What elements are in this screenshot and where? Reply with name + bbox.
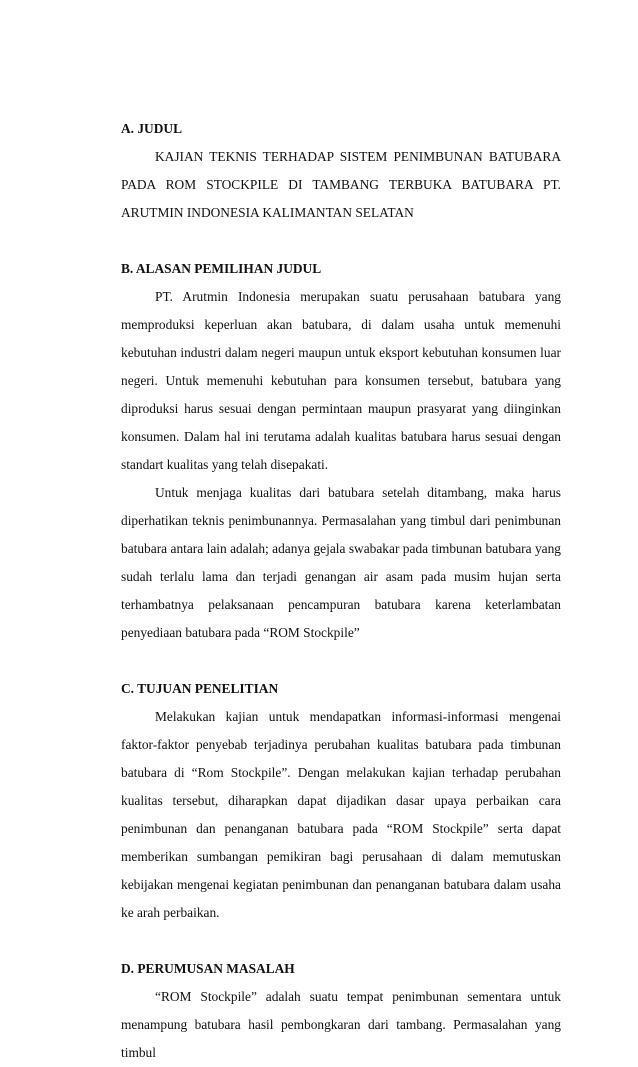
section-judul (121, 115, 561, 227)
paragraph: “ROM Stockpile” adalah suatu tempat penimbunan sementara untuk menampung batubara hasil pembongkaran dari tambang. Permasalahan yang timbul (121, 989, 561, 1060)
paragraph: Untuk menjaga kualitas dari batubara setelah ditambang, maka harus diperhatikan teknis penimbunannya. Permasalahan yang timbul dari penimbunan batubara antara lain adalah; adanya gejala swabakar pada timbunan batubara yang sudah terlalu lama dan terjadi genangan air asam pada musim hujan serta terhambatnya pelaksanaan pencampuran batubara karena keterlambatan penyediaan batubara pada “ROM Stockpile” (121, 485, 561, 640)
section-perumusan-masalah (121, 955, 561, 1067)
section-heading: C. TUJUAN PENELITIAN (121, 681, 279, 696)
paragraph: KAJIAN TEKNIS TERHADAP SISTEM PENIMBUNAN BATUBARA PADA ROM STOCKPILE DI TAMBANG TERBUKA BATUBARA PT. ARUTMIN INDONESIA KALIMANTAN SELATAN (121, 149, 561, 220)
paragraph: Melakukan kajian untuk mendapatkan informasi-informasi mengenai faktor-faktor penyebab terjadinya perubahan kualitas batubara pada timbunan batubara di “Rom Stockpile”. Dengan melakukan kajian terhadap perubahan kualitas tersebut, diharapkan dapat dijadikan dasar upaya perbaikan cara penimbunan dan penanganan batubara pada “ROM Stockpile” serta dapat memberikan sumbangan pemikiran bagi perusahaan di dalam memutuskan kebijakan mengenai kegiatan penimbunan dan penanganan batubara dalam usaha ke arah perbaikan. (121, 709, 561, 920)
section-alasan-pemilihan-judul (121, 255, 561, 647)
section-heading: A. JUDUL (121, 121, 183, 136)
document-page (121, 115, 561, 1067)
section-heading: B. ALASAN PEMILIHAN JUDUL (121, 261, 322, 276)
paragraph: PT. Arutmin Indonesia merupakan suatu perusahaan batubara yang memproduksi keperluan akan batubara, di dalam usaha untuk memenuhi kebutuhan industri dalam negeri maupun untuk eksport kebutuhan konsumen luar negeri. Untuk memenuhi kebutuhan para konsumen tersebut, batubara yang diproduksi harus sesuai dengan permintaan maupun prasyarat yang diinginkan konsumen. Dalam hal ini terutama adalah kualitas batubara harus sesuai dengan standart kualitas yang telah disepakati. (121, 289, 561, 472)
section-tujuan-penelitian (121, 675, 561, 927)
section-heading: D. PERUMUSAN MASALAH (121, 961, 295, 976)
